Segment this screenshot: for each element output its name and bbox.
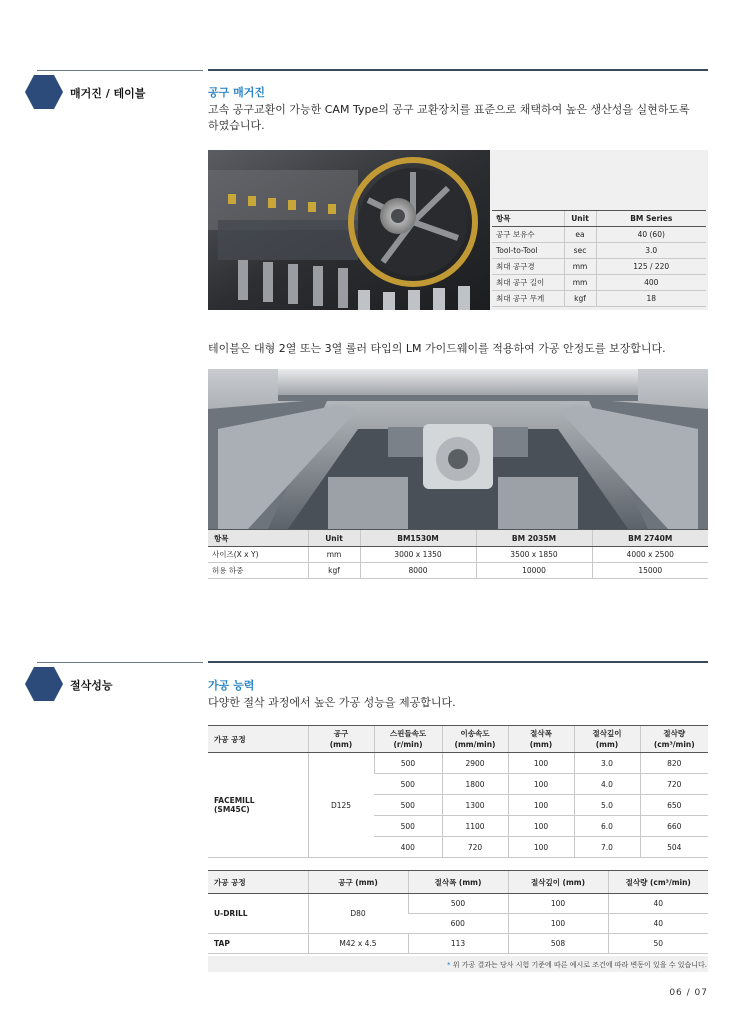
table-cell: 500 (374, 795, 442, 816)
table-header-cell: Unit (564, 211, 596, 227)
table-row (208, 547, 708, 563)
table-header-cell: 절삭폭 (mm) (508, 726, 574, 753)
table-cell: 1100 (442, 816, 508, 837)
table-header-cell: BM Series (596, 211, 706, 227)
table-header-cell: BM 2035M (476, 530, 592, 547)
tool-cell: D125 (308, 753, 374, 858)
table-cell: 3000 x 1350 (360, 547, 476, 563)
table-cell: 100 (508, 795, 574, 816)
table-header-cell: Unit (308, 530, 360, 547)
table-header-row (208, 530, 708, 547)
table-header-cell: 스핀들속도 (r/min) (374, 726, 442, 753)
table-cell: 4.0 (574, 774, 640, 795)
table-cell: 100 (508, 774, 574, 795)
table-header-cell: BM 2740M (592, 530, 708, 547)
table-cell: 18 (596, 291, 706, 307)
table-row (492, 243, 706, 259)
table-header-cell: 가공 공정 (208, 726, 308, 753)
table-header-cell: 항목 (492, 211, 564, 227)
table-cell: 공구 보유수 (492, 227, 564, 243)
table-cell: 500 (374, 816, 442, 837)
table-cell: 최대 공구 무게 (492, 291, 564, 307)
table-header-cell: 절삭량 (cm³/min) (608, 871, 708, 894)
table-cell: 3.0 (596, 243, 706, 259)
drill-tap-performance-table (208, 870, 708, 954)
page-number: 06 / 07 (669, 988, 708, 998)
table-cell: 10000 (476, 563, 592, 579)
table-cell: 720 (640, 774, 708, 795)
table-cell: 508 (508, 934, 608, 954)
table-header-cell: 공구 (mm) (308, 726, 374, 753)
table-header-cell: 절삭깊이 (mm) (574, 726, 640, 753)
process-cell: TAP (208, 934, 308, 954)
section-divider-right (208, 69, 708, 71)
table-cell: 500 (374, 774, 442, 795)
table-row (492, 275, 706, 291)
table-cell: 660 (640, 816, 708, 837)
table-header-row (208, 726, 708, 753)
table-cell: 400 (374, 837, 442, 858)
table-cell: 3.0 (574, 753, 640, 774)
facemill-performance-table (208, 725, 708, 858)
table-row (208, 563, 708, 579)
table-cell: 3500 x 1850 (476, 547, 592, 563)
process-cell: FACEMILL (SM45C) (208, 753, 308, 858)
magazine-subtitle: 공구 매거진 (208, 86, 265, 99)
table-cell: 500 (374, 753, 442, 774)
table-cell: 최대 공구 길이 (492, 275, 564, 291)
table-cell: 100 (508, 837, 574, 858)
table-row (492, 227, 706, 243)
section-divider-right (208, 661, 708, 663)
hexagon-icon (24, 666, 64, 702)
table-cell: 820 (640, 753, 708, 774)
table-row (208, 753, 708, 774)
table-cell: 100 (508, 753, 574, 774)
table-cell: 5.0 (574, 795, 640, 816)
process-cell: U-DRILL (208, 894, 308, 934)
table-header-row (208, 871, 708, 894)
table-cell: 100 (508, 914, 608, 934)
table-cell: 113 (408, 934, 508, 954)
table-header-cell: 절삭깊이 (mm) (508, 871, 608, 894)
section-divider-left (37, 662, 203, 663)
cutting-subtitle: 가공 능력 (208, 679, 255, 692)
table-header-cell: 항목 (208, 530, 308, 547)
table-header-cell: BM1530M (360, 530, 476, 547)
table-cell: 15000 (592, 563, 708, 579)
table-cell: 50 (608, 934, 708, 954)
table-cell: 허용 하중 (208, 563, 308, 579)
table-cell: 40 (608, 914, 708, 934)
table-cell: mm (564, 275, 596, 291)
table-cell: 2900 (442, 753, 508, 774)
table-cell: 7.0 (574, 837, 640, 858)
table-cell: 4000 x 2500 (592, 547, 708, 563)
table-cell: 8000 (360, 563, 476, 579)
table-cell: mm (308, 547, 360, 563)
table-cell: 650 (640, 795, 708, 816)
table-header-cell: 절삭폭 (mm) (408, 871, 508, 894)
table-cell: 100 (508, 894, 608, 914)
table-cell: 720 (442, 837, 508, 858)
tool-magazine-photo (208, 150, 490, 310)
table-header-cell: 공구 (mm) (308, 871, 408, 894)
hexagon-icon (24, 74, 64, 110)
table-cell: 사이즈(X x Y) (208, 547, 308, 563)
magazine-spec-table (492, 210, 706, 307)
table-cell: Tool-to-Tool (492, 243, 564, 259)
tool-cell: M42 x 4.5 (308, 934, 408, 954)
table-cell: 40 (608, 894, 708, 914)
table-header-cell: 가공 공정 (208, 871, 308, 894)
table-spec-table (208, 529, 708, 579)
table-header-cell: 절삭량 (cm³/min) (640, 726, 708, 753)
table-row (492, 291, 706, 307)
table-cell: 504 (640, 837, 708, 858)
lm-guideway-table-photo (208, 369, 708, 529)
table-cell: 1800 (442, 774, 508, 795)
table-cell: sec (564, 243, 596, 259)
table-cell: kgf (564, 291, 596, 307)
table-cell: 1300 (442, 795, 508, 816)
table-cell: mm (564, 259, 596, 275)
section-title-cutting: 절삭성능 (70, 679, 113, 692)
table-header-cell: 이송속도 (mm/min) (442, 726, 508, 753)
table-cell: 100 (508, 816, 574, 837)
table-cell: ea (564, 227, 596, 243)
magazine-description: 고속 공구교환이 가능한 CAM Type의 공구 교환장치를 표준으로 채택하여 높은 생산성을 실현하도록 하였습니다. (208, 103, 690, 132)
table-cell: 600 (408, 914, 508, 934)
table-cell: 125 / 220 (596, 259, 706, 275)
table-cell: 400 (596, 275, 706, 291)
section-title-magazine-table: 매거진 / 테이블 (70, 87, 146, 100)
table-cell: 500 (408, 894, 508, 914)
table-cell: 최대 공구경 (492, 259, 564, 275)
cutting-description: 다양한 절삭 과정에서 높은 가공 성능을 제공합니다. (208, 696, 456, 709)
table-header-row (492, 211, 706, 227)
table-row (208, 894, 708, 914)
table-row (208, 934, 708, 954)
tool-cell: D80 (308, 894, 408, 934)
section-divider-left (37, 70, 203, 71)
table-description: 테이블은 대형 2열 또는 3열 롤러 타입의 LM 가이드웨이를 적용하여 가공 안정도를 보장합니다. (208, 342, 666, 355)
footnote: * 위 가공 결과는 당사 시험 기준에 따른 예시로 조건에 따라 변동이 있을 수 있습니다. (446, 961, 707, 969)
table-cell: kgf (308, 563, 360, 579)
table-row (492, 259, 706, 275)
table-cell: 40 (60) (596, 227, 706, 243)
table-cell: 6.0 (574, 816, 640, 837)
